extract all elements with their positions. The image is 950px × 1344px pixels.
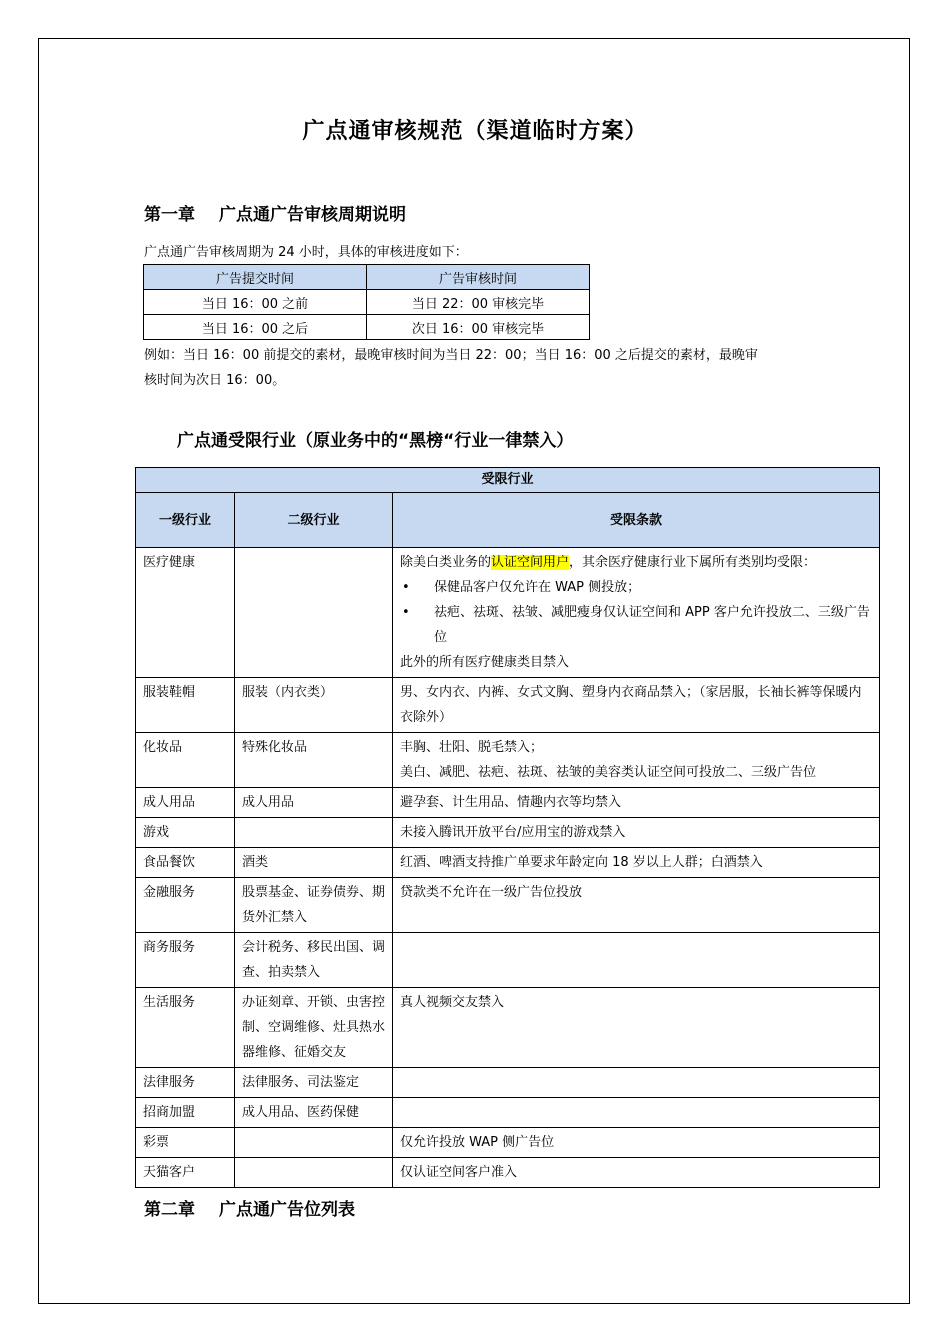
level1-cell: 食品餐饮 bbox=[136, 848, 235, 878]
level1-cell: 金融服务 bbox=[136, 878, 235, 933]
level1-cell: 游戏 bbox=[136, 818, 235, 848]
table-cell: 当日 16：00 之后 bbox=[144, 315, 367, 340]
level2-cell bbox=[235, 1128, 393, 1158]
terms-text: 丰胸、壮阳、脱毛禁入； bbox=[400, 740, 544, 755]
level1-cell: 彩票 bbox=[136, 1128, 235, 1158]
example-line: 例如：当日 16：00 前提交的素材，最晚审核时间为当日 22：00；当日 16：00 之后提交的素材，最晚审 bbox=[144, 348, 758, 363]
intro-paragraph: 广点通广告审核周期为 24 小时，具体的审核进度如下： bbox=[144, 245, 468, 260]
level2-cell: 成人用品 bbox=[235, 788, 393, 818]
chapter-2-number: 第二章 bbox=[144, 1200, 195, 1220]
chapter-1-number: 第一章 bbox=[144, 205, 195, 225]
table-row bbox=[136, 848, 880, 878]
level2-cell: 特殊化妆品 bbox=[235, 733, 393, 788]
header-submit-time: 广告提交时间 bbox=[144, 265, 367, 290]
table-cell: 当日 22：00 审核完毕 bbox=[367, 290, 590, 315]
table-row bbox=[136, 988, 880, 1068]
level2-cell bbox=[235, 1158, 393, 1188]
terms-cell bbox=[393, 1098, 880, 1128]
terms-cell: 避孕套、计生用品、情趣内衣等均禁入 bbox=[393, 788, 880, 818]
table-caption-row bbox=[136, 468, 880, 493]
highlighted-text: 认证空间用户 bbox=[491, 555, 570, 570]
level2-cell bbox=[235, 548, 393, 678]
terms-cell bbox=[393, 733, 880, 788]
terms-cell: 红酒、啤酒支持推广单要求年龄定向 18 岁以上人群；白酒禁入 bbox=[393, 848, 880, 878]
table-row bbox=[136, 1158, 880, 1188]
table-header-row bbox=[136, 493, 880, 548]
bullet-item: • 保健品客户仅允许在 WAP 侧投放； bbox=[400, 575, 872, 600]
bullet-item: • 祛疤、祛斑、祛皱、减肥瘦身仅认证空间和 APP 客户允许投放二、三级广告位 bbox=[400, 600, 872, 650]
restricted-industries-heading: 广点通受限行业（原业务中的“黑榜“行业一律禁入） bbox=[177, 431, 574, 451]
level2-cell: 会计税务、移民出国、调查、拍卖禁入 bbox=[235, 933, 393, 988]
level1-cell: 成人用品 bbox=[136, 788, 235, 818]
table-row bbox=[136, 788, 880, 818]
level1-cell: 天猫客户 bbox=[136, 1158, 235, 1188]
terms-cell bbox=[393, 933, 880, 988]
table-row bbox=[144, 315, 590, 340]
table-cell: 次日 16：00 审核完毕 bbox=[367, 315, 590, 340]
table-caption: 受限行业 bbox=[136, 468, 880, 493]
level2-cell: 服装（内衣类） bbox=[235, 678, 393, 733]
chapter-1-title: 广点通广告审核周期说明 bbox=[219, 205, 406, 225]
header-level2: 二级行业 bbox=[235, 493, 393, 548]
level2-cell: 法律服务、司法鉴定 bbox=[235, 1068, 393, 1098]
header-terms: 受限条款 bbox=[393, 493, 880, 548]
terms-cell: 真人视频交友禁入 bbox=[393, 988, 880, 1068]
terms-cell bbox=[393, 1068, 880, 1098]
level2-cell: 酒类 bbox=[235, 848, 393, 878]
terms-cell: 男、女内衣、内裤、女式文胸、塑身内衣商品禁入；（家居服，长袖长裤等保暖内衣除外） bbox=[393, 678, 880, 733]
table-row bbox=[136, 1128, 880, 1158]
terms-footer: 此外的所有医疗健康类目禁入 bbox=[400, 655, 570, 670]
table-row bbox=[136, 733, 880, 788]
level1-cell: 医疗健康 bbox=[136, 548, 235, 678]
table-row bbox=[136, 1068, 880, 1098]
restricted-industries-table bbox=[135, 467, 880, 1188]
review-schedule-table bbox=[143, 264, 590, 340]
terms-text: ，其余医疗健康行业下属所有类别均受限： bbox=[569, 555, 817, 570]
table-cell: 当日 16：00 之前 bbox=[144, 290, 367, 315]
table-row bbox=[136, 933, 880, 988]
bullet-list bbox=[400, 575, 872, 650]
table-row bbox=[136, 678, 880, 733]
terms-intro bbox=[400, 550, 872, 575]
table-header-row bbox=[144, 265, 590, 290]
terms-cell: 未接入腾讯开放平台/应用宝的游戏禁入 bbox=[393, 818, 880, 848]
level1-cell: 生活服务 bbox=[136, 988, 235, 1068]
level1-cell: 招商加盟 bbox=[136, 1098, 235, 1128]
header-level1: 一级行业 bbox=[136, 493, 235, 548]
chapter-1-heading bbox=[144, 200, 406, 225]
level1-cell: 服装鞋帽 bbox=[136, 678, 235, 733]
terms-text: 美白、减肥、祛疤、祛斑、祛皱的美容类认证空间可投放二、三级广告位 bbox=[400, 765, 817, 780]
level2-cell: 办证刻章、开锁、虫害控制、空调维修、灶具热水器维修、征婚交友 bbox=[235, 988, 393, 1068]
level2-cell: 股票基金、证券债券、期货外汇禁入 bbox=[235, 878, 393, 933]
example-line: 核时间为次日 16：00。 bbox=[144, 373, 286, 388]
terms-cell: 仅允许投放 WAP 侧广告位 bbox=[393, 1128, 880, 1158]
terms-text: 除美白类业务的 bbox=[400, 555, 492, 570]
terms-cell: 仅认证空间客户准入 bbox=[393, 1158, 880, 1188]
example-paragraph bbox=[144, 343, 758, 393]
level1-cell: 化妆品 bbox=[136, 733, 235, 788]
terms-cell bbox=[393, 548, 880, 678]
table-row bbox=[136, 548, 880, 678]
table-row bbox=[136, 1098, 880, 1128]
chapter-2-title: 广点通广告位列表 bbox=[219, 1200, 355, 1220]
level1-cell: 商务服务 bbox=[136, 933, 235, 988]
chapter-2-heading bbox=[144, 1195, 355, 1220]
table-row bbox=[144, 290, 590, 315]
table-row bbox=[136, 818, 880, 848]
terms-cell: 贷款类不允许在一级广告位投放 bbox=[393, 878, 880, 933]
table-row bbox=[136, 878, 880, 933]
level2-cell bbox=[235, 818, 393, 848]
header-review-time: 广告审核时间 bbox=[367, 265, 590, 290]
level1-cell: 法律服务 bbox=[136, 1068, 235, 1098]
document-title: 广点通审核规范（渠道临时方案） bbox=[302, 119, 648, 144]
level2-cell: 成人用品、医药保健 bbox=[235, 1098, 393, 1128]
